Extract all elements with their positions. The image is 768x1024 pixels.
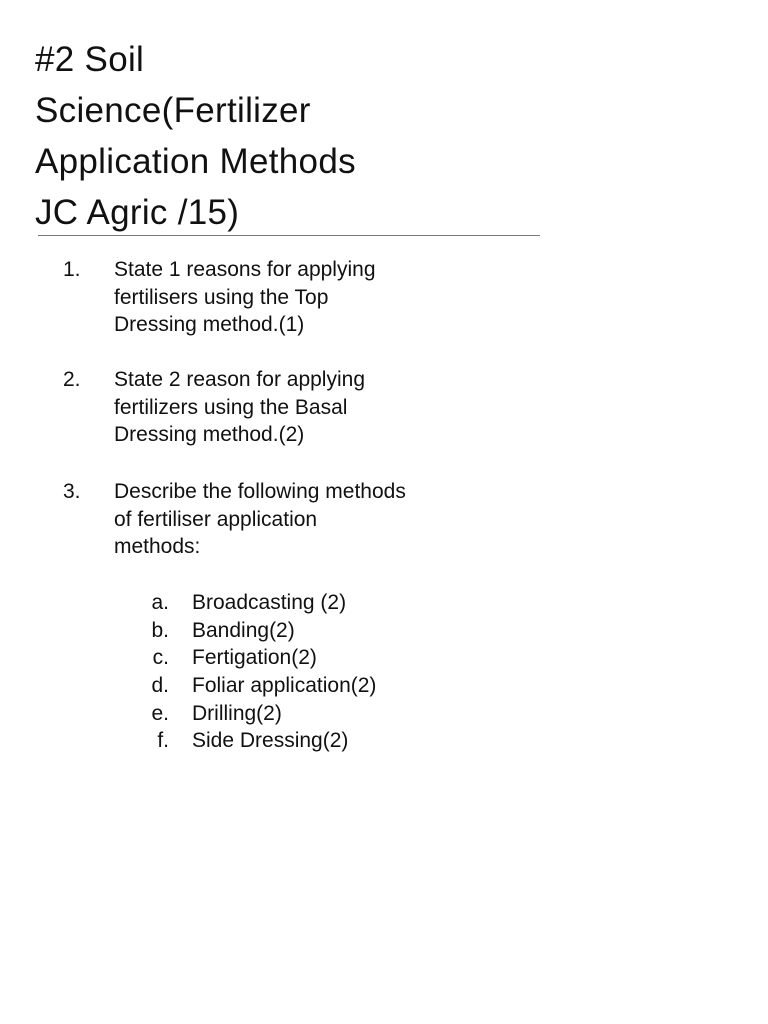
question-text: [114, 256, 539, 339]
question-line: State 2 reason for applying: [114, 368, 365, 391]
question-line: Dressing method.(2): [114, 423, 305, 446]
question-text: [114, 478, 539, 561]
list-item-text: Side Dressing(2): [192, 729, 349, 753]
list-item-letter: e.: [151, 701, 169, 725]
question-line: Describe the following methods: [114, 480, 406, 503]
list-item: [141, 644, 471, 672]
question-number: 1.: [63, 258, 81, 281]
worksheet-title: [35, 34, 555, 238]
list-item-text: Fertigation(2): [192, 646, 317, 670]
list-item-letter: a.: [151, 591, 169, 614]
list-item: [141, 672, 471, 700]
question-line: fertilisers using the Top: [114, 285, 329, 309]
list-item-letter: c.: [152, 646, 169, 670]
title-line: Science(Fertilizer: [35, 91, 311, 130]
question-line: methods:: [114, 535, 201, 558]
title-divider: [38, 235, 540, 236]
list-item-letter: b.: [151, 618, 169, 642]
list-item: [141, 700, 471, 728]
list-item: [141, 727, 471, 755]
list-item: [141, 617, 471, 645]
list-item-text: Foliar application(2): [192, 674, 377, 698]
list-item-letter: d.: [151, 674, 169, 698]
list-item-letter: f.: [157, 729, 169, 753]
methods-sub-list: [141, 589, 471, 755]
title-line: JC Agric /15): [35, 193, 240, 232]
question-text: [114, 366, 539, 449]
question-line: Dressing method.(1): [114, 313, 305, 336]
question-number: 2.: [63, 368, 81, 391]
list-item: [141, 589, 471, 617]
question-line: fertilizers using the Basal: [114, 395, 348, 419]
list-item-text: Broadcasting (2): [192, 591, 347, 614]
list-item-text: Drilling(2): [192, 701, 282, 725]
list-item-text: Banding(2): [192, 618, 295, 642]
title-line: Application Methods: [35, 142, 356, 181]
title-line: #2 Soil: [35, 40, 145, 79]
question-line: of fertiliser application: [114, 507, 318, 531]
question-number: 3.: [63, 480, 81, 503]
question-line: State 1 reasons for applying: [114, 258, 376, 281]
